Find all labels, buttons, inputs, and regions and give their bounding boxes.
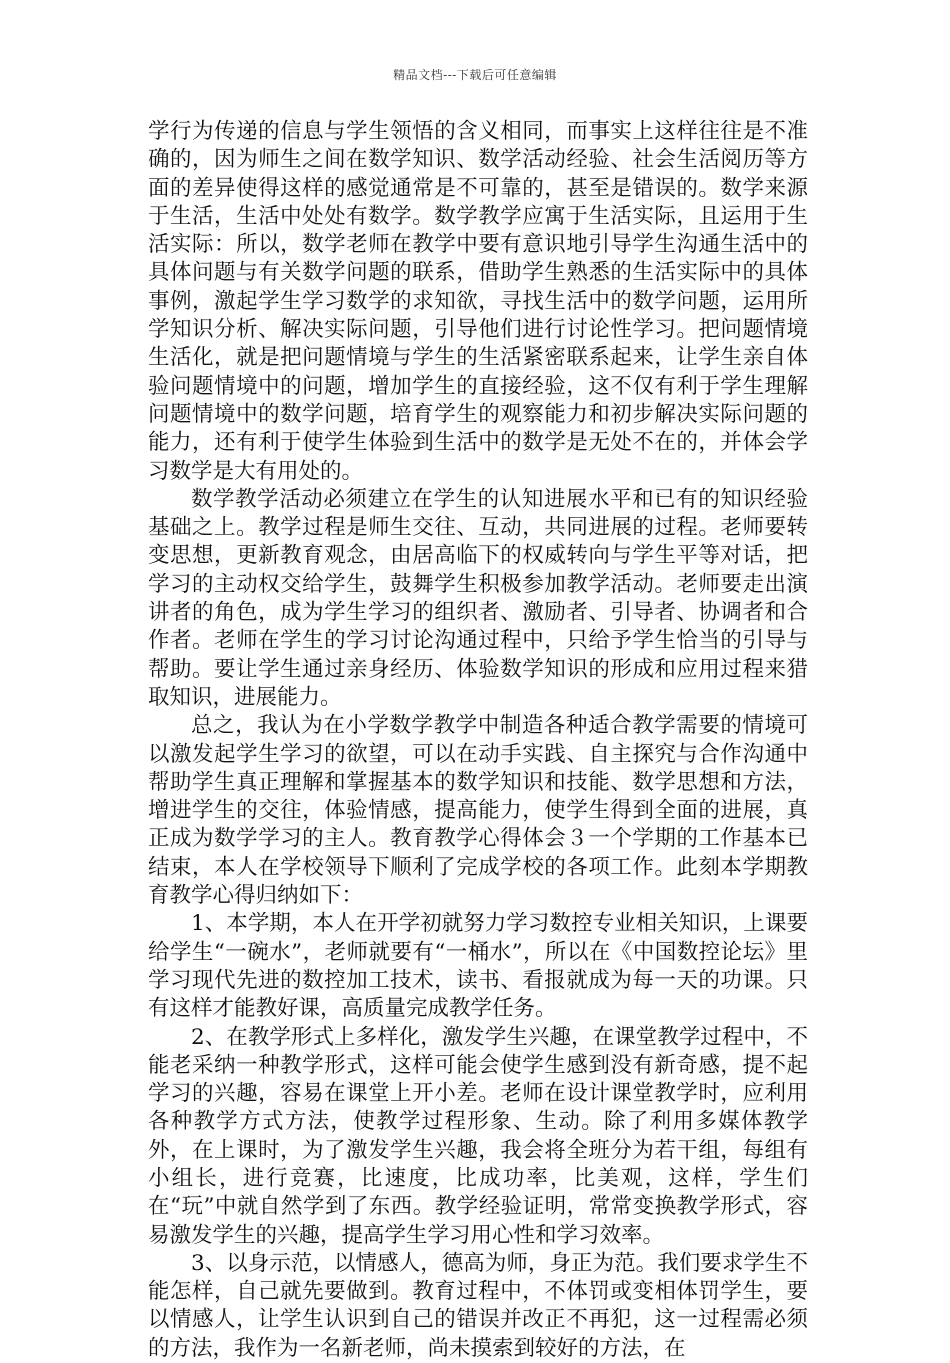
paragraph-4: 1、本学期，本人在开学初就努力学习数控专业相关知识，上课要给学生“一碗水”，老师就要有“一桶水”，所以在《中国数控论坛》里学习现代先进的数控加工技术，读书、看报就成为每一天的功课。只有这样才能教好课，高质量完成教学任务。 (148, 911, 808, 1022)
document-body (148, 118, 808, 1363)
paragraph-3: 总之，我认为在小学数学教学中制造各种适合教学需要的情境可以激发起学生学习的欲望，可以在动手实践、自主探究与合作沟通中帮助学生真正理解和掌握基本的数学知识和技能、数学思想和方法，增进学生的交往，体验情感，提高能力，使学生得到全面的进展，真正成为数学学习的主人。教育教学心得体会３一个学期的工作基本已结束，本人在学校领导下顺利了完成学校的各项工作。此刻本学期教育教学心得归纳如下： (148, 713, 808, 909)
paragraph-5: 2、在教学形式上多样化，激发学生兴趣，在课堂教学过程中，不能老采纳一种教学形式，这样可能会使学生感到没有新奇感，提不起学习的兴趣，容易在课堂上开小差。老师在设计课堂教学时，应利用各种教学方式方法，使教学过程形象、生动。除了利用多媒体教学外，在上课时，为了激发学生兴趣，我会将全班分为若干组，每组有小组长，进行竞赛，比速度，比成功率，比美观，这样，学生们在“玩”中就自然学到了东西。教学经验证明，常常变换教学形式，容易激发学生的兴趣，提高学生学习用心性和学习效率。 (148, 1024, 808, 1248)
paragraph-6: 3、以身示范，以情感人，德高为师，身正为范。我们要求学生不能怎样，自己就先要做到。教育过程中，不体罚或变相体罚学生，要以情感人，让学生认识到自己的错误并改正不再犯，这一过程需必须的方法，我作为一名新老师，尚未摸索到较好的方法，在 (148, 1250, 808, 1361)
paragraph-2: 数学教学活动必须建立在学生的认知进展水平和已有的知识经验基础之上。教学过程是师生交往、互动，共同进展的过程。老师要转变思想，更新教育观念，由居高临下的权威转向与学生平等对话，把学习的主动权交给学生，鼓舞学生积极参加教学活动。老师要走出演讲者的角色，成为学生学习的组织者、激励者、引导者、协调者和合作者。老师在学生的学习讨论沟通过程中，只给予学生恰当的引导与帮助。要让学生通过亲身经历、体验数学知识的形成和应用过程来猎取知识，进展能力。 (148, 486, 808, 710)
page-header: 精品文档---下载后可任意编辑 (393, 68, 557, 82)
paragraph-1: 学行为传递的信息与学生领悟的含义相同，而事实上这样往往是不准确的，因为师生之间在数学知识、数学活动经验、社会生活阅历等方面的差异使得这样的感觉通常是不可靠的，甚至是错误的。数学来源于生活，生活中处处有数学。数学教学应寓于生活实际，且运用于生活实际：所以，数学老师在教学中要有意识地引导学生沟通生活中的具体问题与有关数学问题的联系，借助学生熟悉的生活实际中的具体事例，激起学生学习数学的求知欲，寻找生活中的数学问题，运用所学知识分析、解决实际问题，引导他们进行讨论性学习。把问题情境生活化，就是把问题情境与学生的生活紧密联系起来，让学生亲自体验问题情境中的问题，增加学生的直接经验，这不仅有利于学生理解问题情境中的数学问题，培育学生的观察能力和初步解决实际问题的能力，还有利于使学生体验到生活中的数学是无处不在的，并体会学习数学是大有用处的。 (148, 119, 808, 484)
